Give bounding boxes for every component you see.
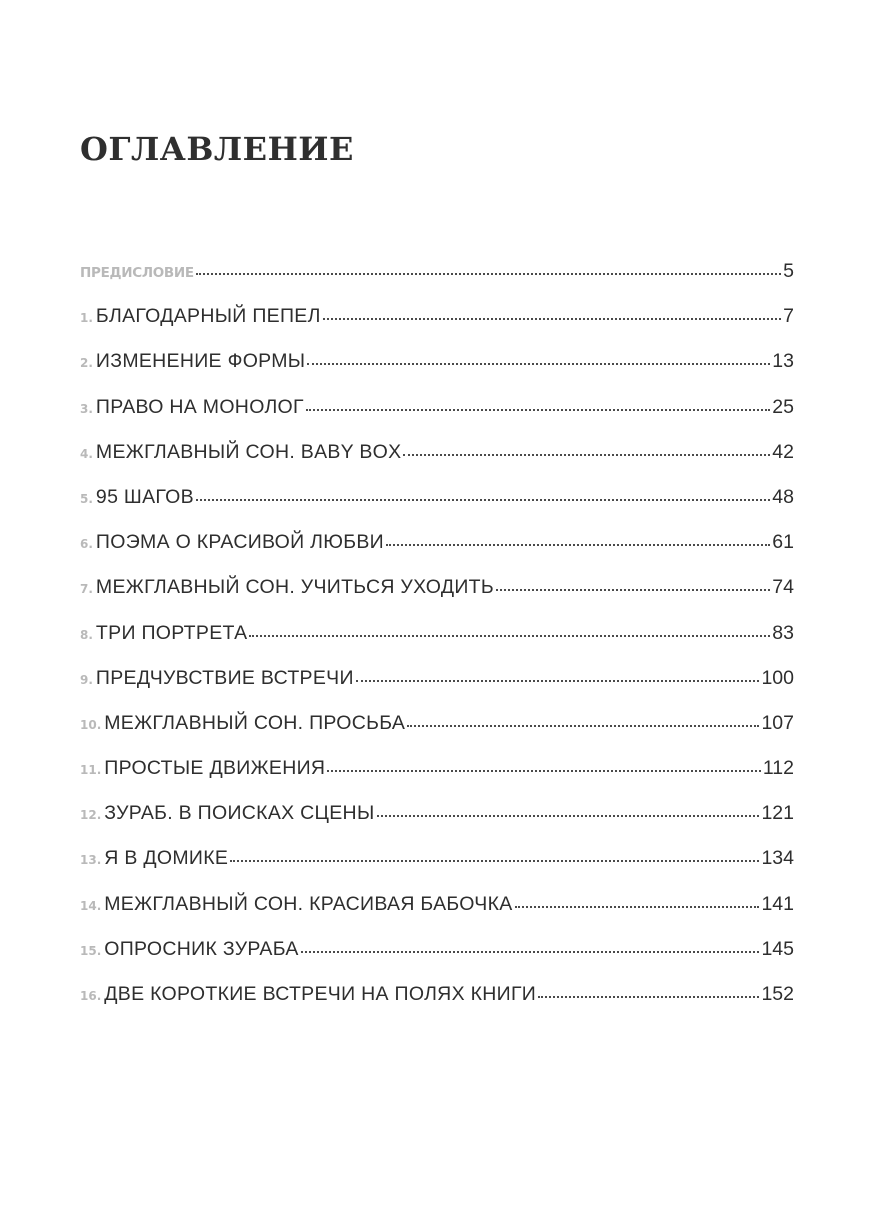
dot-leader bbox=[377, 815, 760, 817]
toc-entry-number: 1. bbox=[80, 311, 93, 326]
dot-leader bbox=[196, 499, 770, 501]
dot-leader bbox=[306, 409, 770, 411]
toc-entry-page: 83 bbox=[772, 621, 794, 644]
toc-entry[interactable] bbox=[80, 804, 794, 849]
toc-entry-number: 8. bbox=[80, 627, 93, 642]
toc-entry-number: 6. bbox=[80, 537, 93, 552]
toc-entry-label: ПОЭМА О КРАСИВОЙ ЛЮБВИ bbox=[95, 531, 384, 554]
toc-entry-page: 152 bbox=[761, 983, 794, 1005]
toc-entry-label: ПРАВО НА МОНОЛОГ bbox=[95, 395, 304, 418]
toc-entry-page: 74 bbox=[772, 576, 794, 599]
dot-leader bbox=[323, 318, 781, 320]
toc-entry-number: 9. bbox=[80, 672, 93, 687]
dot-leader bbox=[230, 860, 759, 862]
dot-leader bbox=[356, 680, 760, 682]
toc-entry-page: 13 bbox=[772, 350, 794, 373]
dot-leader bbox=[301, 951, 760, 953]
dot-leader bbox=[386, 544, 770, 546]
toc-entry-page: 121 bbox=[761, 802, 794, 825]
toc-entry-page: 107 bbox=[761, 711, 794, 734]
toc-entry-page: 134 bbox=[761, 847, 794, 870]
toc-entry[interactable] bbox=[80, 485, 794, 533]
dot-leader bbox=[407, 725, 759, 727]
toc-entry-label: МЕЖГЛАВНЫЙ СОН. УЧИТЬСЯ УХОДИТЬ bbox=[95, 576, 494, 599]
toc-entry-number: 16. bbox=[80, 989, 102, 1003]
toc-entry-label: ДВЕ КОРОТКИЕ ВСТРЕЧИ НА ПОЛЯХ КНИГИ bbox=[104, 983, 537, 1005]
toc-entry-page: 5 bbox=[783, 260, 794, 282]
toc-entry-number: ПРЕДИСЛОВИЕ bbox=[80, 265, 194, 281]
toc-entry-label: БЛАГОДАРНЫЙ ПЕПЕЛ bbox=[95, 305, 321, 328]
toc-entry[interactable] bbox=[80, 892, 794, 940]
toc-entry[interactable] bbox=[80, 578, 794, 623]
dot-leader bbox=[515, 906, 760, 908]
toc-entry[interactable] bbox=[80, 759, 794, 804]
toc-entry-preface[interactable] bbox=[80, 262, 794, 307]
toc-entry[interactable] bbox=[80, 849, 794, 894]
toc-entry-number: 5. bbox=[80, 491, 93, 506]
toc-entry[interactable] bbox=[80, 395, 794, 443]
toc-entry[interactable] bbox=[80, 985, 794, 1030]
toc-entry-label: ТРИ ПОРТРЕТА bbox=[95, 621, 248, 644]
toc-entry-label: ПРЕДЧУВСТВИЕ ВСТРЕЧИ bbox=[95, 666, 354, 689]
toc-entry-page: 112 bbox=[762, 757, 794, 780]
toc-entry-number: 15. bbox=[80, 943, 102, 958]
toc-entry-label: Я В ДОМИКЕ bbox=[104, 847, 229, 870]
dot-leader bbox=[249, 635, 770, 637]
toc-entry-number: 4. bbox=[80, 446, 93, 461]
toc-entry-number: 10. bbox=[80, 717, 102, 732]
dot-leader bbox=[538, 996, 759, 998]
toc-entry-number: 2. bbox=[80, 356, 93, 371]
dot-leader bbox=[327, 770, 761, 772]
toc-entry-label: ИЗМЕНЕНИЕ ФОРМЫ bbox=[95, 350, 306, 373]
toc-entry[interactable] bbox=[80, 352, 794, 397]
toc-entry-page: 42 bbox=[772, 440, 794, 463]
toc-entry-number: 13. bbox=[80, 853, 102, 868]
toc-entry-number: 7. bbox=[80, 582, 93, 597]
toc-entry-number: 12. bbox=[80, 808, 102, 823]
toc-entry[interactable] bbox=[80, 666, 794, 714]
toc-entry-page: 145 bbox=[761, 937, 794, 960]
toc-entry-number: 3. bbox=[80, 401, 93, 416]
toc-entry[interactable] bbox=[80, 621, 794, 669]
table-of-contents bbox=[80, 262, 794, 1030]
dot-leader bbox=[403, 454, 770, 456]
toc-entry-page: 141 bbox=[761, 892, 794, 915]
toc-entry-label: ОПРОСНИК ЗУРАБА bbox=[104, 937, 299, 960]
toc-entry[interactable] bbox=[80, 937, 794, 985]
toc-entry-page: 25 bbox=[772, 395, 794, 418]
toc-entry-number: 11. bbox=[80, 763, 102, 778]
toc-entry-number: 14. bbox=[80, 898, 102, 913]
dot-leader bbox=[307, 363, 770, 365]
dot-leader bbox=[196, 273, 781, 275]
toc-entry[interactable] bbox=[80, 711, 794, 759]
toc-entry-label: МЕЖГЛАВНЫЙ СОН. КРАСИВАЯ БАБОЧКА bbox=[104, 892, 513, 915]
toc-entry-label: ЗУРАБ. В ПОИСКАХ СЦЕНЫ bbox=[104, 802, 375, 825]
toc-entry-label: МЕЖГЛАВНЫЙ СОН. ПРОСЬБА bbox=[104, 711, 406, 734]
toc-entry-page: 100 bbox=[761, 666, 794, 689]
toc-entry[interactable] bbox=[80, 440, 794, 488]
toc-entry-label: 95 ШАГОВ bbox=[95, 485, 194, 508]
dot-leader bbox=[496, 589, 770, 591]
toc-entry[interactable] bbox=[80, 533, 794, 578]
toc-entry-page: 61 bbox=[772, 531, 794, 554]
toc-entry-label: ПРОСТЫЕ ДВИЖЕНИЯ bbox=[104, 757, 326, 780]
toc-entry-page: 48 bbox=[772, 485, 794, 508]
toc-entry-label: МЕЖГЛАВНЫЙ СОН. BABY BOX bbox=[95, 440, 402, 463]
toc-entry-page: 7 bbox=[783, 305, 794, 328]
page-title: ОГЛАВЛЕНИЕ bbox=[80, 130, 354, 168]
toc-entry[interactable] bbox=[80, 307, 794, 352]
